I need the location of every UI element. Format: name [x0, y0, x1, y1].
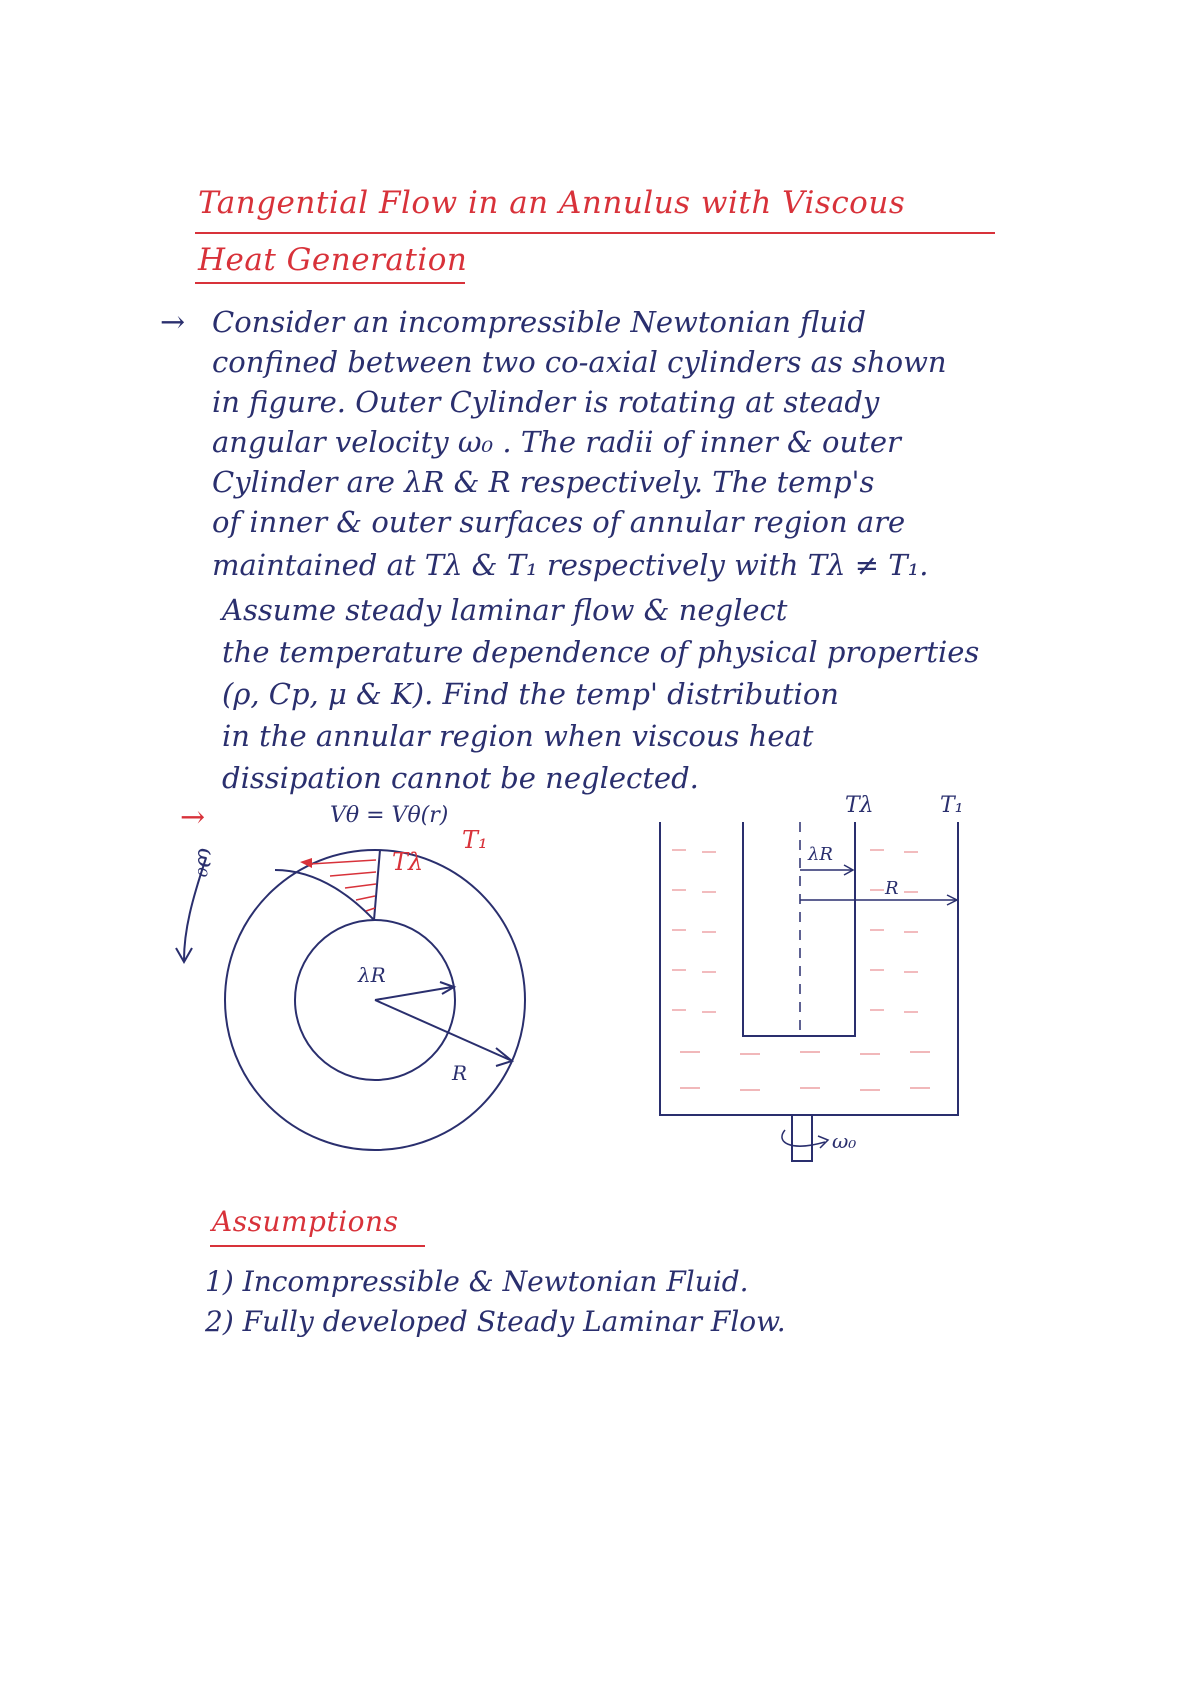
figure-arrow-icon: → [180, 800, 206, 835]
outer-radius-label: R [452, 1061, 468, 1085]
assumption-item: 1) Incompressible & Newtonian Fluid. [205, 1265, 749, 1298]
drive-shaft [792, 1115, 812, 1161]
velocity-profile-hatch [300, 858, 376, 911]
title-underline-2 [195, 282, 465, 284]
problem-line: Consider an incompressible Newtonian fluid [212, 305, 866, 339]
problem-line: in the annular region when viscous heat [222, 719, 814, 753]
page-title-line-2: Heat Generation [198, 242, 468, 278]
problem-line: maintained at Tλ & T₁ respectively with Tλ ≠ T₁. [212, 548, 929, 582]
outer-temp-label: T₁ [462, 826, 488, 854]
inner-temp-label: Tλ [392, 848, 424, 876]
problem-line: in figure. Outer Cylinder is rotating at steady [212, 385, 880, 419]
inner-radius-label: λR [808, 844, 833, 865]
problem-line: the temperature dependence of physical properties [222, 635, 980, 669]
outer-radius-line [375, 1000, 510, 1060]
rotation-arrow-icon [782, 1130, 825, 1146]
title-underline-1 [195, 232, 995, 234]
outer-temp-label: T₁ [940, 793, 964, 818]
omega-label: ω₀ [832, 1129, 857, 1153]
omega-label: ω₀ [192, 848, 220, 878]
problem-line: of inner & outer surfaces of annular region are [212, 505, 906, 539]
outer-cylinder-wall [660, 822, 958, 1115]
assumptions-heading: Assumptions [212, 1205, 399, 1238]
outer-radius-label: R [885, 878, 899, 899]
inner-cylinder [743, 822, 855, 1036]
annulus-side-view-figure [640, 790, 980, 1180]
problem-arrow-icon: → [160, 305, 186, 340]
inner-radius-line [375, 987, 452, 1000]
assumption-item: 2) Fully developed Steady Laminar Flow. [205, 1305, 786, 1338]
problem-line: confined between two co-axial cylinders as shown [212, 345, 947, 379]
inner-radius-label: λR [358, 963, 386, 987]
problem-line: (ρ, Cp, μ & K). Find the temp' distribution [222, 677, 839, 711]
problem-line: Assume steady laminar flow & neglect [222, 593, 788, 627]
velocity-label: Vθ = Vθ(r) [330, 803, 449, 828]
page-title-line-1: Tangential Flow in an Annulus with Viscous [198, 185, 906, 221]
annulus-cross-section-figure [170, 790, 590, 1170]
assumptions-underline [210, 1245, 425, 1247]
problem-line: Cylinder are λR & R respectively. The temp's [212, 465, 875, 499]
inner-temp-label: Tλ [845, 793, 874, 818]
problem-line: angular velocity ω₀ . The radii of inner & outer [212, 425, 901, 459]
problem-line: dissipation cannot be neglected. [222, 761, 699, 795]
